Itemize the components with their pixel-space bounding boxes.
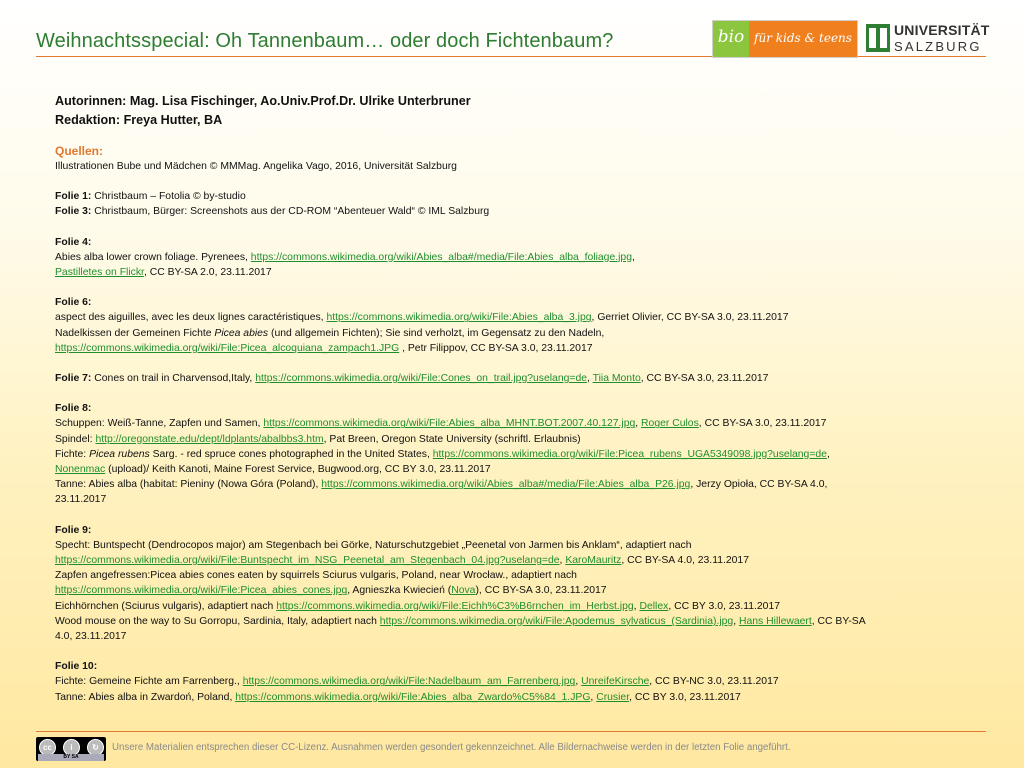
credit-text: Sarg. - red spruce cones photographed in the United States, xyxy=(149,448,433,460)
source-link[interactable]: https://commons.wikimedia.org/wiki/File:Abies_alba_Zwardo%C5%84_1.JPG xyxy=(235,691,591,703)
folie-10-credit-1 xyxy=(55,674,980,689)
credit-text: (upload)/ Keith Kanoti, Maine Forest Service, Bugwood.org, CC BY 3.0, 23.11.2017 xyxy=(105,464,491,476)
folie-label: Folie 1: xyxy=(55,191,92,203)
folie-label: Folie 3: xyxy=(55,206,92,218)
credit-text: (und allgemein Fichten); Sie sind verholzt, im Gegensatz zu den Nadeln, xyxy=(268,327,605,339)
credit-text: Eichhörnchen (Sciurus vulgaris), adaptiert nach xyxy=(55,600,277,612)
folie-6-credit-1 xyxy=(55,310,980,325)
author-link[interactable]: Dellex xyxy=(639,600,669,612)
folie-8-credit-6 xyxy=(55,492,980,507)
credit-text: , CC BY-SA xyxy=(811,615,866,627)
author-link[interactable]: Crusier xyxy=(596,691,630,703)
credit-text: , Pat Breen, Oregon State University (schriftl. Erlaubnis) xyxy=(323,433,581,445)
credit-text: Fichte: Gemeine Fichte am Farrenberg., xyxy=(55,676,243,688)
folie-4-credit-cont xyxy=(55,265,980,280)
credit-text: , CC BY-NC 3.0, 23.11.2017 xyxy=(649,676,779,688)
credit-text: , xyxy=(559,555,566,567)
authors-line: Autorinnen: Mag. Lisa Fischinger, Ao.Univ.Prof.Dr. Ulrike Unterbruner xyxy=(55,94,471,108)
credit-text: , CC BY-SA 2.0, 23.11.2017 xyxy=(143,267,272,279)
credit-text: , Agnieszka Kwiecień ( xyxy=(347,585,452,597)
credit-text: 4.0, 23.11.2017 xyxy=(55,631,127,643)
source-link[interactable]: https://commons.wikimedia.org/wiki/File:Nadelbaum_am_Farrenberg.jpg xyxy=(242,676,576,688)
credit-text: ), CC BY-SA 3.0, 23.11.2017 xyxy=(475,585,607,597)
credit-text: , CC BY-SA 3.0, 23.11.2017 xyxy=(698,418,827,430)
folie-4-label: Folie 4: xyxy=(55,236,92,248)
credit-text: Cones on trail in Charvensod,Italy, xyxy=(91,373,256,385)
source-link[interactable]: https://commons.wikimedia.org/wiki/File:Cones_on_trail.jpg?uselang=de xyxy=(255,373,588,385)
credit-text: Nadelkissen der Gemeinen Fichte xyxy=(55,327,215,339)
author-link[interactable]: Tiia Monto xyxy=(592,373,641,385)
author-link[interactable]: Hans Hillewaert xyxy=(739,615,812,627)
illustrations-credit: Illustrationen Bube und Mädchen © MMMag. Angelika Vago, 2016, Universität Salzburg xyxy=(55,161,457,172)
credit-text: Schuppen: Weiß-Tanne, Zapfen und Samen, xyxy=(55,418,264,430)
source-link[interactable]: http://oregonstate.edu/dept/ldplants/abalbbs3.htm xyxy=(95,433,324,445)
source-link[interactable]: https://commons.wikimedia.org/wiki/File:Eichh%C3%B6rnchen_im_Herbst.jpg xyxy=(276,600,634,612)
source-link[interactable]: https://commons.wikimedia.org/wiki/Abies_alba#/media/File:Abies_alba_P26.jpg xyxy=(321,479,691,491)
universitaet-salzburg-logo xyxy=(866,22,990,56)
credit-text: , CC BY 3.0, 23.11.2017 xyxy=(668,600,781,612)
attribution-person-icon: i xyxy=(63,739,80,756)
folie-9-label: Folie 9: xyxy=(55,524,92,536)
creative-commons-by-sa-icon xyxy=(36,737,106,761)
credit-text: , Jerzy Opioła, CC BY-SA 4.0, xyxy=(690,479,828,491)
folie-8-credit-5 xyxy=(55,477,980,492)
folie-8-credit-1 xyxy=(55,416,980,431)
cc-license-label: BY SA xyxy=(38,754,104,761)
credit-text: , xyxy=(633,600,640,612)
folie-10-label: Folie 10: xyxy=(55,661,98,673)
folie-8-credit-2 xyxy=(55,432,980,447)
folie-4-credit xyxy=(55,250,980,265)
source-link[interactable]: https://commons.wikimedia.org/wiki/File:Abies_alba_3.jpg xyxy=(326,312,592,324)
credit-text: , xyxy=(635,418,642,430)
credit-text: , xyxy=(826,448,830,460)
credit-text: Spindel: xyxy=(55,433,96,445)
source-link[interactable]: https://commons.wikimedia.org/wiki/File:Picea_alcoquiana_zampach1.JPG xyxy=(55,342,400,354)
credit-text: , Petr Filippov, CC BY-SA 3.0, 23.11.2017 xyxy=(399,342,593,354)
credit-text: 23.11.2017 xyxy=(55,494,107,506)
university-name-line1: UNIVERSITÄT xyxy=(894,22,990,38)
species-name: Picea rubens xyxy=(89,448,150,460)
credit-text: , xyxy=(587,373,593,385)
source-link[interactable]: https://commons.wikimedia.org/wiki/File:Abies_alba_MHNT.BOT.2007.40.127.jpg xyxy=(263,418,636,430)
credit-text: , CC BY-SA 3.0, 23.11.2017 xyxy=(640,373,769,385)
folie-6-credit-3 xyxy=(55,341,980,356)
university-emblem-icon xyxy=(866,24,890,52)
folie-label: Folie 7: xyxy=(55,373,92,385)
credit-text: , CC BY 3.0, 23.11.2017 xyxy=(629,691,741,703)
credit-text: Zapfen angefressen:Picea abies cones eaten by squirrels Sciurus vulgaris, Poland, near Wrocław., adaptiert nach xyxy=(55,570,577,582)
credit-text: , xyxy=(590,691,597,703)
credit-text: , xyxy=(575,676,582,688)
author-link[interactable]: Pastilletes on Flickr xyxy=(55,267,144,279)
credit-text: , xyxy=(631,251,635,263)
credit-text: Tanne: Abies alba in Zwardoń, Poland, xyxy=(55,691,236,703)
bio-logo-mark: bio xyxy=(713,21,749,57)
credit-text: Christbaum, Bürger: Screenshots aus der CD-ROM “Abenteuer Wald“ © IML Salzburg xyxy=(91,206,490,218)
source-link[interactable]: https://commons.wikimedia.org/wiki/File:Picea_rubens_UGA5349098.jpg?uselang=de xyxy=(432,448,827,460)
credit-text: Abies alba lower crown foliage. Pyrenees, xyxy=(55,251,251,263)
cc-circle-icon: cc xyxy=(39,739,56,756)
source-link[interactable]: https://commons.wikimedia.org/wiki/File:Apodemus_sylvaticus_(Sardinia).jpg xyxy=(379,615,734,627)
source-link[interactable]: https://commons.wikimedia.org/wiki/File:Picea_abies_cones.jpg xyxy=(55,585,348,597)
folie-3-credit xyxy=(55,204,980,219)
folie-9-credit-4 xyxy=(55,583,980,598)
folie-8-credit-3 xyxy=(55,447,980,462)
folie-8-label: Folie 8: xyxy=(55,403,92,415)
folie-1-credit xyxy=(55,189,980,204)
source-link[interactable]: https://commons.wikimedia.org/wiki/Abies_alba#/media/File:Abies_alba_foliage.jpg xyxy=(250,251,632,263)
bio-kids-teens-logo xyxy=(712,20,858,58)
credit-text: , xyxy=(733,615,739,627)
author-link[interactable]: UnreifeKirsche xyxy=(581,676,650,688)
kids-teens-logo-text: für kids & teens xyxy=(749,21,857,57)
credit-text: Tanne: Abies alba (habitat: Pieniny (Nowa Góra (Poland), xyxy=(55,479,322,491)
license-notice: Unsere Materialien entsprechen dieser CC-Lizenz. Ausnahmen werden gesondert gekennzeichnet. Alle Bildernachweise werden in der letzten Folie angeführt. xyxy=(112,742,791,753)
author-link[interactable]: Nova xyxy=(451,585,476,597)
credit-text: Wood mouse on the way to Su Gorropu, Sardinia, Italy, adaptiert nach xyxy=(55,615,380,627)
folie-8-credit-4 xyxy=(55,462,980,477)
university-name-line2: SALZBURG xyxy=(894,39,982,54)
folie-6-label: Folie 6: xyxy=(55,297,92,309)
folie-9-credit-6 xyxy=(55,614,980,629)
folie-9-credit-3 xyxy=(55,568,980,583)
author-link[interactable]: Roger Culos xyxy=(641,418,699,430)
footer-divider xyxy=(36,731,986,732)
folie-9-credit-5 xyxy=(55,599,980,614)
folie-9-credit-2 xyxy=(55,553,980,568)
species-name: Picea abies xyxy=(214,327,269,339)
folie-6-credit-2 xyxy=(55,326,980,341)
credits-content xyxy=(55,92,980,705)
folie-7-credit xyxy=(55,371,980,386)
page-title: Weihnachtsspecial: Oh Tannenbaum… oder doch Fichtenbaum? xyxy=(36,30,614,52)
source-link[interactable]: https://commons.wikimedia.org/wiki/File:Buntspecht_im_NSG_Peenetal_am_Stegenbach_04.jpg?uselang=de xyxy=(55,555,560,567)
credit-text: aspect des aiguilles, avec les deux lignes caractéristiques, xyxy=(55,312,327,324)
credit-text: Fichte: xyxy=(55,448,90,460)
editor-line: Redaktion: Freya Hutter, BA xyxy=(55,113,223,127)
credit-text: , Gerriet Olivier, CC BY-SA 3.0, 23.11.2017 xyxy=(591,312,789,324)
folie-9-credit-7 xyxy=(55,629,980,644)
author-link[interactable]: Nonenmac xyxy=(55,464,106,476)
folie-9-credit-1 xyxy=(55,538,980,553)
share-alike-icon: ↻ xyxy=(87,739,104,756)
folie-10-credit-2 xyxy=(55,690,980,705)
credit-text: Christbaum – Fotolia © by-studio xyxy=(91,191,246,203)
author-link[interactable]: KaroMauritz xyxy=(565,555,622,567)
credit-text: , CC BY-SA 4.0, 23.11.2017 xyxy=(621,555,749,567)
sources-heading: Quellen: xyxy=(55,144,104,158)
credit-text: Specht: Buntspecht (Dendrocopos major) am Stegenbach bei Görke, Naturschutzgebiet „Peenetal von Jarmen bis Anklam“, adaptiert nach xyxy=(55,539,692,551)
